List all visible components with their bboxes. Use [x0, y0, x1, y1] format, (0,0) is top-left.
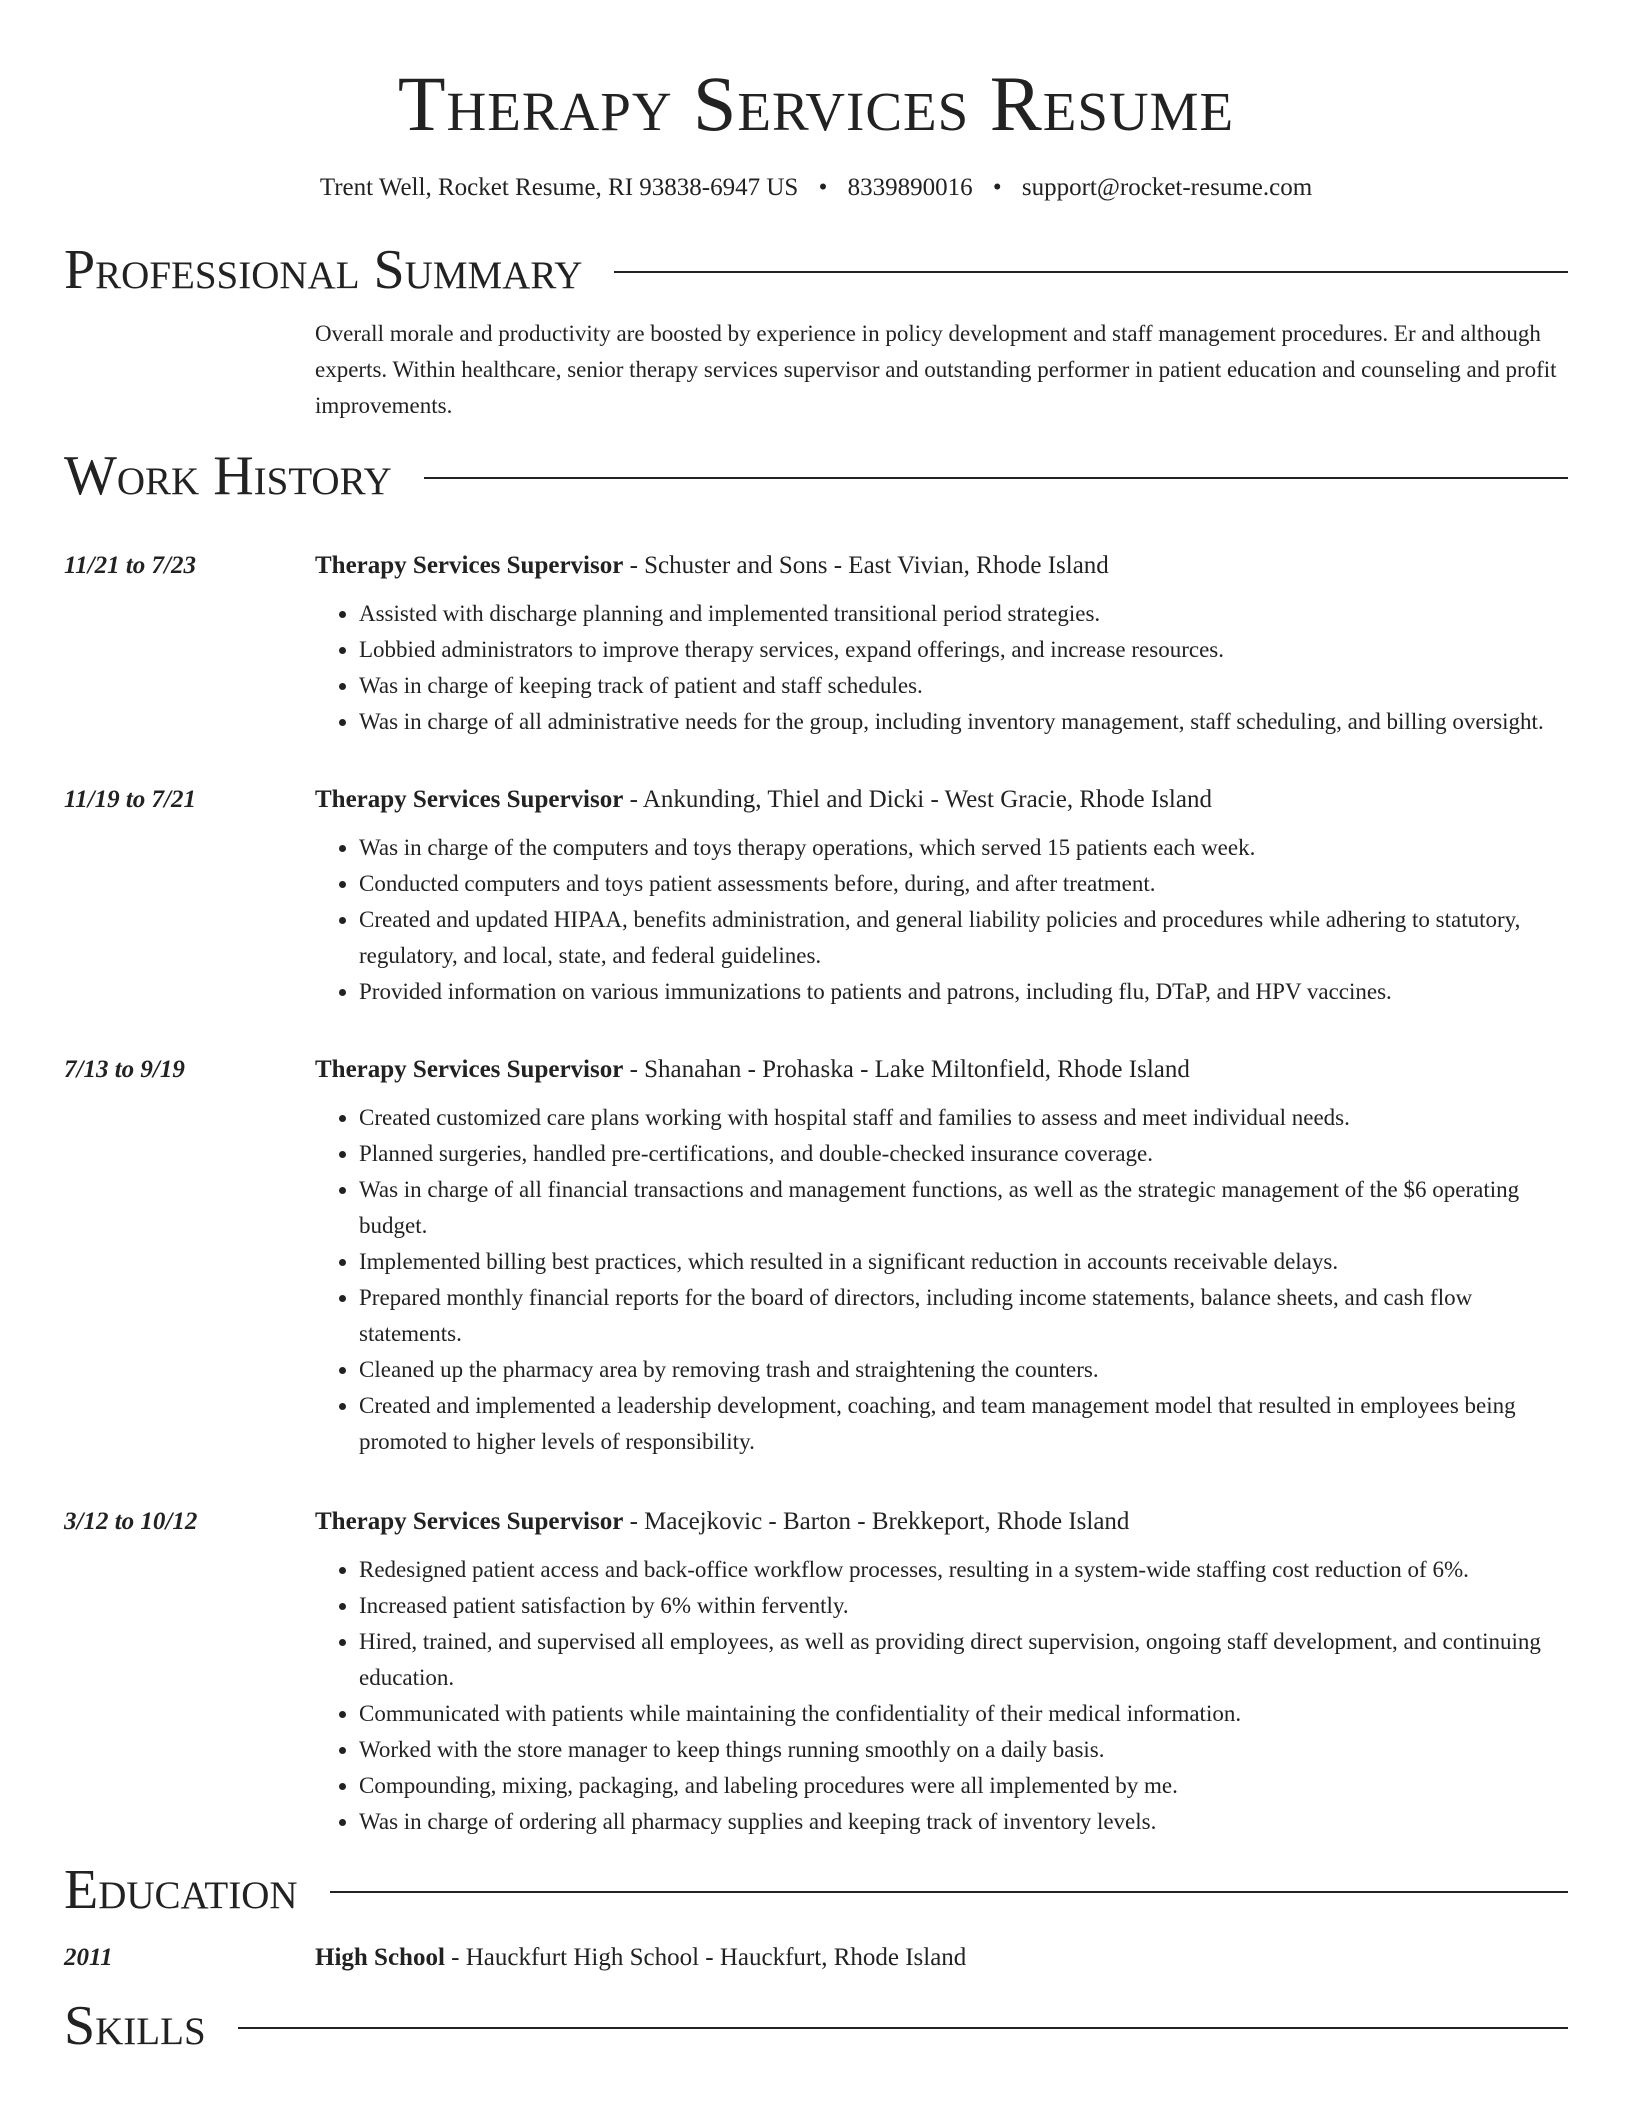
job-heading: [315, 1054, 1568, 1086]
summary-section-heading: [64, 240, 1568, 300]
job-date: 11/21 to 7/23: [64, 552, 196, 579]
job-body: [315, 1506, 1568, 1840]
job-bullet: • Was in charge of keeping track of patient and staff schedules.: [359, 668, 1568, 704]
job-heading: [315, 550, 1568, 582]
summary-text: Overall morale and productivity are boosted by experience in policy development and staff management procedures. Er and although experts. Within healthcare, senior therapy services supervisor and outstanding performer in patient education and counseling and profit improvements.: [315, 321, 1557, 418]
job-date: 11/19 to 7/21: [64, 786, 196, 813]
job-entry: [64, 550, 1568, 740]
job-heading: [315, 1506, 1568, 1538]
job-bullet-list: [315, 1100, 1568, 1460]
job-bullet: • Compounding, mixing, packaging, and labeling procedures were all implemented by me.: [359, 1768, 1568, 1804]
job-bullet: • Redesigned patient access and back-office workflow processes, resulting in a system-wide staffing cost reduction of 6%.: [359, 1552, 1568, 1588]
section-divider: [330, 1891, 1568, 1893]
job-body: [315, 1054, 1568, 1460]
job-entry: [64, 1054, 1568, 1460]
job-employer-location: - Ankunding, Thiel and Dicki - West Gracie, Rhode Island: [623, 786, 1212, 813]
education-date: 2011: [64, 1944, 113, 1971]
section-divider: [238, 2027, 1568, 2029]
job-bullet: • Created and updated HIPAA, benefits administration, and general liability policies and procedures while adhering to statutory, regulatory, and local, state, and federal guidelines.: [359, 902, 1568, 974]
job-bullet: • Increased patient satisfaction by 6% within fervently.: [359, 1588, 1568, 1624]
work-history-heading-label: Work History: [64, 445, 392, 507]
education-heading-line: [315, 1942, 1568, 1974]
job-heading: [315, 784, 1568, 816]
summary-heading-label: Professional Summary: [64, 239, 583, 301]
job-bullet: • Communicated with patients while maintaining the confidentiality of their medical information.: [359, 1696, 1568, 1732]
job-bullet: • Was in charge of all administrative needs for the group, including inventory management, staff scheduling, and billing oversight.: [359, 704, 1568, 740]
job-bullet-list: [315, 830, 1568, 1010]
job-bullet: • Was in charge of all financial transactions and management functions, as well as the strategic management of the $6 operating budget.: [359, 1172, 1568, 1244]
job-bullet: • Created customized care plans working with hospital staff and families to assess and meet individual needs.: [359, 1100, 1568, 1136]
contact-separator: •: [818, 174, 828, 201]
contact-separator: •: [992, 174, 1002, 201]
job-bullet: • Conducted computers and toys patient assessments before, during, and after treatment.: [359, 866, 1568, 902]
job-bullet-list: [315, 1552, 1568, 1840]
job-bullet: • Lobbied administrators to improve therapy services, expand offerings, and increase resources.: [359, 632, 1568, 668]
job-bullet-list: [315, 596, 1568, 740]
education-heading-label: Education: [64, 1859, 298, 1921]
contact-phone: 8339890016: [847, 174, 973, 201]
job-date: 3/12 to 10/12: [64, 1508, 198, 1535]
section-divider: [614, 271, 1568, 273]
job-employer-location: - Macejkovic - Barton - Brekkeport, Rhode Island: [623, 1508, 1130, 1535]
work-history-list: [64, 550, 1568, 1840]
job-bullet: • Hired, trained, and supervised all employees, as well as providing direct supervision, ongoing staff development, and continuing education.: [359, 1624, 1568, 1696]
education-list: [64, 1942, 1568, 1974]
job-body: [315, 784, 1568, 1010]
job-bullet: • Prepared monthly financial reports for the board of directors, including income statements, balance sheets, and cash flow statements.: [359, 1280, 1568, 1352]
job-entry: [64, 784, 1568, 1010]
job-title: Therapy Services Supervisor: [315, 1508, 624, 1535]
contact-address: Trent Well, Rocket Resume, RI 93838-6947 US: [319, 174, 799, 201]
job-title: Therapy Services Supervisor: [315, 786, 624, 813]
education-degree: High School: [315, 1944, 445, 1971]
job-entry: [64, 1506, 1568, 1840]
education-school-location: - Hauckfurt High School - Hauckfurt, Rhode Island: [444, 1944, 967, 1971]
contact-email[interactable]: support@rocket-resume.com: [1021, 174, 1313, 201]
job-title: Therapy Services Supervisor: [315, 1056, 624, 1083]
job-employer-location: - Shanahan - Prohaska - Lake Miltonfield, Rhode Island: [623, 1056, 1190, 1083]
education-body: [315, 1942, 1568, 1974]
job-bullet: • Assisted with discharge planning and implemented transitional period strategies.: [359, 596, 1568, 632]
job-bullet: • Was in charge of ordering all pharmacy supplies and keeping track of inventory levels.: [359, 1804, 1568, 1840]
job-bullet: • Was in charge of the computers and toys therapy operations, which served 15 patients each week.: [359, 830, 1568, 866]
section-divider: [424, 477, 1568, 479]
contact-line: [64, 172, 1568, 204]
job-body: [315, 550, 1568, 740]
job-bullet: • Cleaned up the pharmacy area by removing trash and straightening the counters.: [359, 1352, 1568, 1388]
job-bullet: • Planned surgeries, handled pre-certifications, and double-checked insurance coverage.: [359, 1136, 1568, 1172]
work-history-heading: [64, 446, 1568, 506]
skills-heading-label: Skills: [64, 1995, 206, 2057]
skills-heading: [64, 1996, 1568, 2056]
education-entry: [64, 1942, 1568, 1974]
job-title: Therapy Services Supervisor: [315, 552, 624, 579]
resume-page: [64, 0, 1568, 2056]
resume-title: Therapy Services Resume: [397, 60, 1235, 147]
education-heading: [64, 1860, 1568, 1920]
job-bullet: • Worked with the store manager to keep things running smoothly on a daily basis.: [359, 1732, 1568, 1768]
job-bullet: • Created and implemented a leadership development, coaching, and team management model that resulted in employees being promoted to higher levels of responsibility.: [359, 1388, 1568, 1460]
job-date: 7/13 to 9/19: [64, 1056, 185, 1083]
job-bullet: • Implemented billing best practices, which resulted in a significant reduction in accounts receivable delays.: [359, 1244, 1568, 1280]
job-employer-location: - Schuster and Sons - East Vivian, Rhode Island: [623, 552, 1109, 579]
job-bullet: • Provided information on various immunizations to patients and patrons, including flu, DTaP, and HPV vaccines.: [359, 974, 1568, 1010]
